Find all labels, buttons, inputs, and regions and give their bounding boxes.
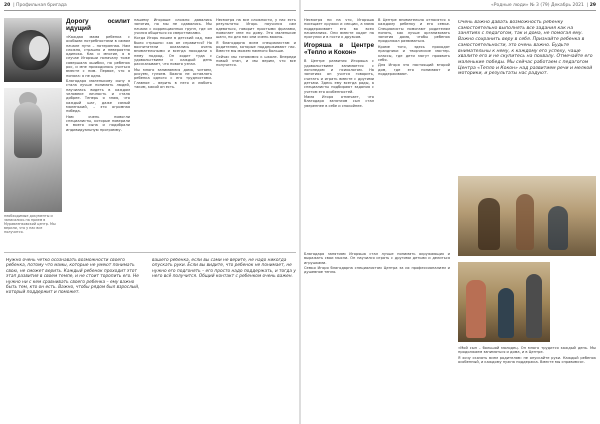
left-column-3 xyxy=(216,18,296,246)
pull-quote: Нужно очень четко осознавать возможности своего ребенка, потому что мамы, которые не умеют понимать свою, не сможет верить. Каждый ребенок проходит этот этап развития в своем темпе, и не стоит торопить его. Не нужно ни с кем сравнивать своего ребенка – ему важно быть тем, кто он есть. Важно, чтобы рядом был взрослый, который поддержит и поможет. xyxy=(6,258,140,296)
pull-quote-continued: вашего ребенка, если вы сами не верите, не надо никогда опускать руки. Если вы видите, что ребенок не понимает, не нужно его подгонять – его просто надо поддержать, и тогда у него всё получится. Общий контакт с ребенком очень важен. xyxy=(152,258,296,280)
right-column-3 xyxy=(304,252,450,420)
photo-caption: необходимые документы и записались на прием в Муравленковский центр. Мы верили, что у нас все получится. xyxy=(4,214,56,234)
paragraph: Когда Игорь пошел в детский сад, нам было страшно: как он справится? Но воспитатели оказались очень внимательными и всегда находили к нему подход. Он ходит туда с удовольствием и каждый день рассказывает, что нового узнал. xyxy=(134,36,212,67)
paragraph: нашему Игоряше сложно давались занятия, но мы не сдавались. Мы начали с коррекционных групп, где он учился общаться со сверстниками. xyxy=(134,18,212,35)
paragraph: Кроме того, здесь проходят праздники и творческие мастер-классы, где дети могут проявить себя. xyxy=(378,44,450,62)
face-shape xyxy=(29,36,49,61)
paragraph: В Центре внимательно относятся к каждому ребенку и его семье. Специалисты помогают родителям понять, как лучше организовать занятия дома, чтобы ребенок продолжал развиваться. xyxy=(378,18,450,44)
paragraph: «Мой сын – большой молодец. Он много трудится каждый день. Мы продолжаем заниматься и дома, и в Центре. xyxy=(458,346,596,355)
right-page-number: 29 xyxy=(589,3,596,8)
paragraph: Нам очень помогли специалисты, которые поверили в моего сына и подобрали индивидуальную программу. xyxy=(66,114,130,132)
article-heading: Дорогу осилит идущий xyxy=(66,18,130,32)
paragraph: «Каждая мама ребенка с особыми потребностями в самом начале пути – потерянная. Нам сложно, страшно и невероятно одиноко. Как и многие, я в случае Игоряши поначалу тоже совершала ошибки, но ребенок рос, и мне приходилось учиться вместе с ним. Первое, что я поняла: я не одна. xyxy=(66,35,130,78)
person-shape xyxy=(516,194,534,250)
left-running-head: 20 | Профильная бригада xyxy=(4,3,67,8)
person-shape xyxy=(548,206,568,250)
left-page-number: 20 xyxy=(4,3,11,8)
right-page xyxy=(300,0,600,424)
left-header-rule xyxy=(4,10,296,11)
portrait-photo xyxy=(4,18,62,82)
paragraph: Сейчас мы готовимся к школе. Впереди новый этап, и мы верим, что все получится. xyxy=(216,54,296,68)
person-shape xyxy=(478,198,500,250)
left-column-1 xyxy=(66,18,130,246)
right-column-2 xyxy=(378,18,450,246)
quote-divider-top xyxy=(4,252,296,253)
child-photo xyxy=(4,88,62,212)
right-header-rule xyxy=(304,10,596,11)
paragraph: Я благодарна всем специалистам и родителям, которые поддерживают нас. Вместе мы можем намного больше. xyxy=(216,40,296,54)
child-body-shape xyxy=(14,102,42,158)
right-column-4 xyxy=(458,346,596,420)
paragraph: Я хочу сказать всем родителям: не опускайте руки. Каждый ребенок особенный, и каждому нужна поддержка. Вместе мы справимся». xyxy=(458,355,596,365)
group-photo xyxy=(458,176,596,256)
paragraph: Благодаря занятиям Игоряша стал лучше понимать окружающих и выражать свои мысли. Он научился играть с другими детьми и делиться игрушками. xyxy=(304,252,450,265)
left-section-label: Профильная бригада xyxy=(16,3,67,8)
left-column-2 xyxy=(134,18,212,246)
magazine-issue-label: «Родные люди» № 3 (79) Декабрь 2021 xyxy=(491,3,584,8)
pull-quote: Очень важно давать возможность ребенку самостоятельно выполнять все задания как на занятиях с педагогом, так и дома, не помогая ему. Важно сохранить веру в себя. Признайте ребенка в самостоятельности, это очень важно. Будьте внимательны к нему, к каждому его успеху, чаще хвалите его и не скупитесь на похвалу. Отмечайте его маленькие победы. Мы сейчас работаем с педагогом Центра «Тепло и Кокон» над развитием речи и мелкой моторики, и результаты нас радуют. xyxy=(458,20,593,77)
paragraph: Для Игоря это настоящий второй дом, где его понимают и поддерживают. xyxy=(378,63,450,76)
paragraph: Мама Игоря отмечает, что благодаря занятиям сын стал увереннее в себе и спокойнее. xyxy=(304,95,374,108)
right-column-1 xyxy=(304,18,374,246)
person-shape xyxy=(498,288,514,338)
section-heading: Игоряша в Центре «Тепло и Кокон» xyxy=(304,42,374,57)
activity-photo xyxy=(458,262,550,342)
paragraph: Благодаря маленькому сыну я стала лучше понимать людей, научилась видеть в каждом человеке личность и стала добрее. Теперь я знаю, что каждый шаг, даже самый маленький, – это огромная победа. xyxy=(66,79,130,114)
paragraph: В Центре развития Игоряша с удовольствием занимается с логопедом и психологом. На занятиях он учится говорить, считать и играть вместе с другими детьми. Здесь ему всегда рады, а специалисты подбирают задания с учетом его особенностей. xyxy=(304,59,374,94)
person-shape xyxy=(526,274,542,338)
right-running-head: «Родные люди» № 3 (79) Декабрь 2021 | 29 xyxy=(491,3,596,8)
paragraph: Мы много занимаемся дома, читаем, рисуем, гуляем. Важно не оставлять ребенка одного с его трудностями. Главное – верить в него и любить таким, какой он есть. xyxy=(134,67,212,89)
paragraph: Семья Игоря благодарна специалистам Центра за их профессионализм и душевное тепло. xyxy=(304,266,450,275)
paragraph: Несмотря ни на что, Игоряша посещает кружки и секции, а мама поддерживает его во всех начинаниях. Они вместе ходят на прогулки и в гости к друзьям. xyxy=(304,18,374,40)
person-shape xyxy=(466,280,486,338)
paragraph: Несмотря на все сложности, у нас есть результаты: Игорь научился сам одеваться, говорит простыми фразами, помогает мне по дому. Это маленькие шаги, но для нас они очень важны. xyxy=(216,18,296,40)
